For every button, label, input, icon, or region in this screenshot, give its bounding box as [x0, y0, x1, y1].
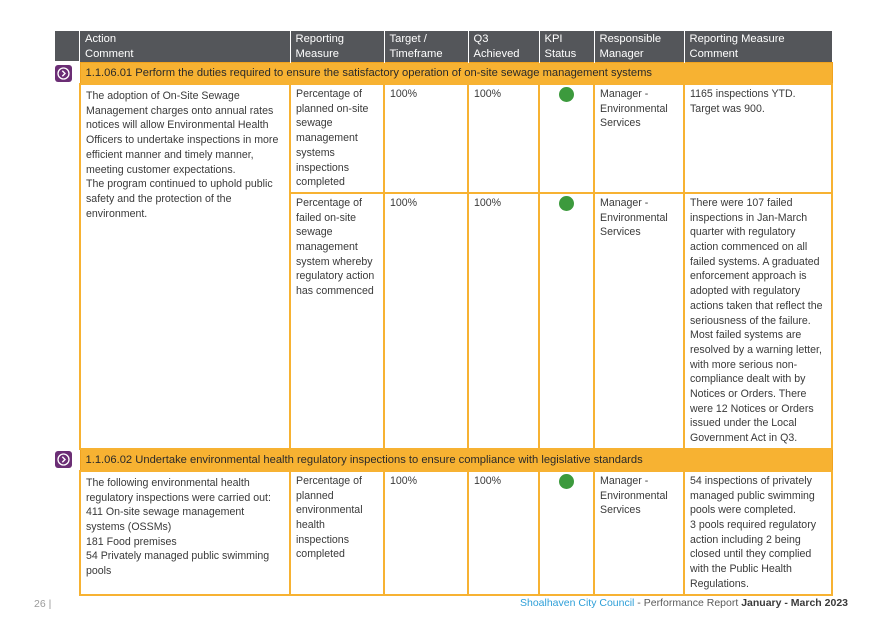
chevron-right-circle-icon[interactable]: [55, 65, 72, 82]
action-comment-text: 411 On-site sewage management systems (OSSMs): [86, 506, 245, 533]
action-comment-text: The adoption of On-Site Sewage Management charges onto annual rates notices will allow Environmental Health Officers to undertake inspections in more efficient manner and timely manner, meeting customer expectations.: [86, 90, 279, 176]
kpi-status-green-dot: [559, 474, 574, 489]
responsible-manager: Manager - Environmental Services: [594, 193, 684, 449]
footer-report-title: [520, 597, 848, 609]
col-header-q3-achieved: Q3 Achieved: [468, 31, 539, 63]
col-header-responsible-manager: Responsible Manager: [594, 31, 684, 63]
target-value: 100%: [384, 193, 468, 449]
footer-report: - Performance Report: [634, 597, 742, 609]
action-comment-cell: [80, 84, 290, 449]
measure-comment: 1165 inspections YTD. Target was 900.: [684, 84, 832, 193]
col-header-action-comment: Action Comment: [80, 31, 290, 63]
col-header-reporting-measure: Reporting Measure: [290, 31, 384, 63]
footer-separator: |: [48, 598, 52, 610]
col-header-target: Target / Timeframe: [384, 31, 468, 63]
reporting-measure: Percentage of planned on-site sewage management systems inspections completed: [290, 84, 384, 193]
achieved-value: 100%: [468, 84, 539, 193]
action-comment-text: 181 Food premises: [86, 535, 177, 548]
table-row: [80, 84, 832, 193]
chevron-right-circle-icon[interactable]: [55, 451, 72, 468]
section-row-2[interactable]: [80, 449, 832, 471]
kpi-status-green-dot: [559, 87, 574, 102]
section-row-1[interactable]: [80, 63, 832, 85]
measure-comment: There were 107 failed inspections in Jan-March quarter with regulatory action commenced on all failed systems. A graduated enforcement approach is adopted with regulatory actions taken that reflect the seriousness of the failure. Most failed systems are resolved by a warning letter, with more serious non-compliance dealt with by Notices or Orders. There were 12 Notices or Orders issued under the Local Government Act in Q3.: [684, 193, 832, 449]
kpi-status-cell: [539, 84, 594, 193]
section-title: 1.1.06.01 Perform the duties required to ensure the satisfactory operation of on-site sewage management systems: [80, 63, 832, 85]
reporting-measure: Percentage of failed on-site sewage management system whereby regulatory action has commenced: [290, 193, 384, 449]
action-comment-text: The program continued to uphold public safety and the protection of the environment.: [86, 178, 273, 220]
performance-table: [79, 31, 833, 596]
kpi-status-green-dot: [559, 196, 574, 211]
reporting-measure: Percentage of planned environmental health inspections completed: [290, 471, 384, 595]
target-value: 100%: [384, 471, 468, 595]
kpi-status-cell: [539, 193, 594, 449]
achieved-value: 100%: [468, 193, 539, 449]
table-row: [80, 471, 832, 595]
footer-period: January - March 2023: [741, 597, 848, 609]
col-header-measure-comment: Reporting Measure Comment: [684, 31, 832, 63]
section-title: 1.1.06.02 Undertake environmental health regulatory inspections to ensure compliance with legislative standards: [80, 449, 832, 471]
achieved-value: 100%: [468, 471, 539, 595]
responsible-manager: Manager - Environmental Services: [594, 84, 684, 193]
measure-comment: 54 inspections of privately managed public swimming pools were completed. 3 pools required regulatory action including 2 being closed until they complied with the Public Health Regulations.: [684, 471, 832, 595]
action-comment-text: 54 Privately managed public swimming pools: [86, 550, 270, 578]
action-comment-text: The following environmental health regulatory inspections were carried out:: [86, 476, 271, 504]
responsible-manager: Manager - Environmental Services: [594, 471, 684, 595]
target-value: 100%: [384, 84, 468, 193]
footer-org: Shoalhaven City Council: [519, 597, 635, 609]
kpi-status-cell: [539, 471, 594, 595]
action-comment-cell: [80, 471, 290, 595]
page-number: [34, 598, 51, 610]
col-header-kpi-status: KPI Status: [539, 31, 594, 63]
table-header-row: [80, 31, 832, 63]
header-gutter: [55, 31, 79, 61]
page-number-text: 26: [34, 598, 46, 610]
